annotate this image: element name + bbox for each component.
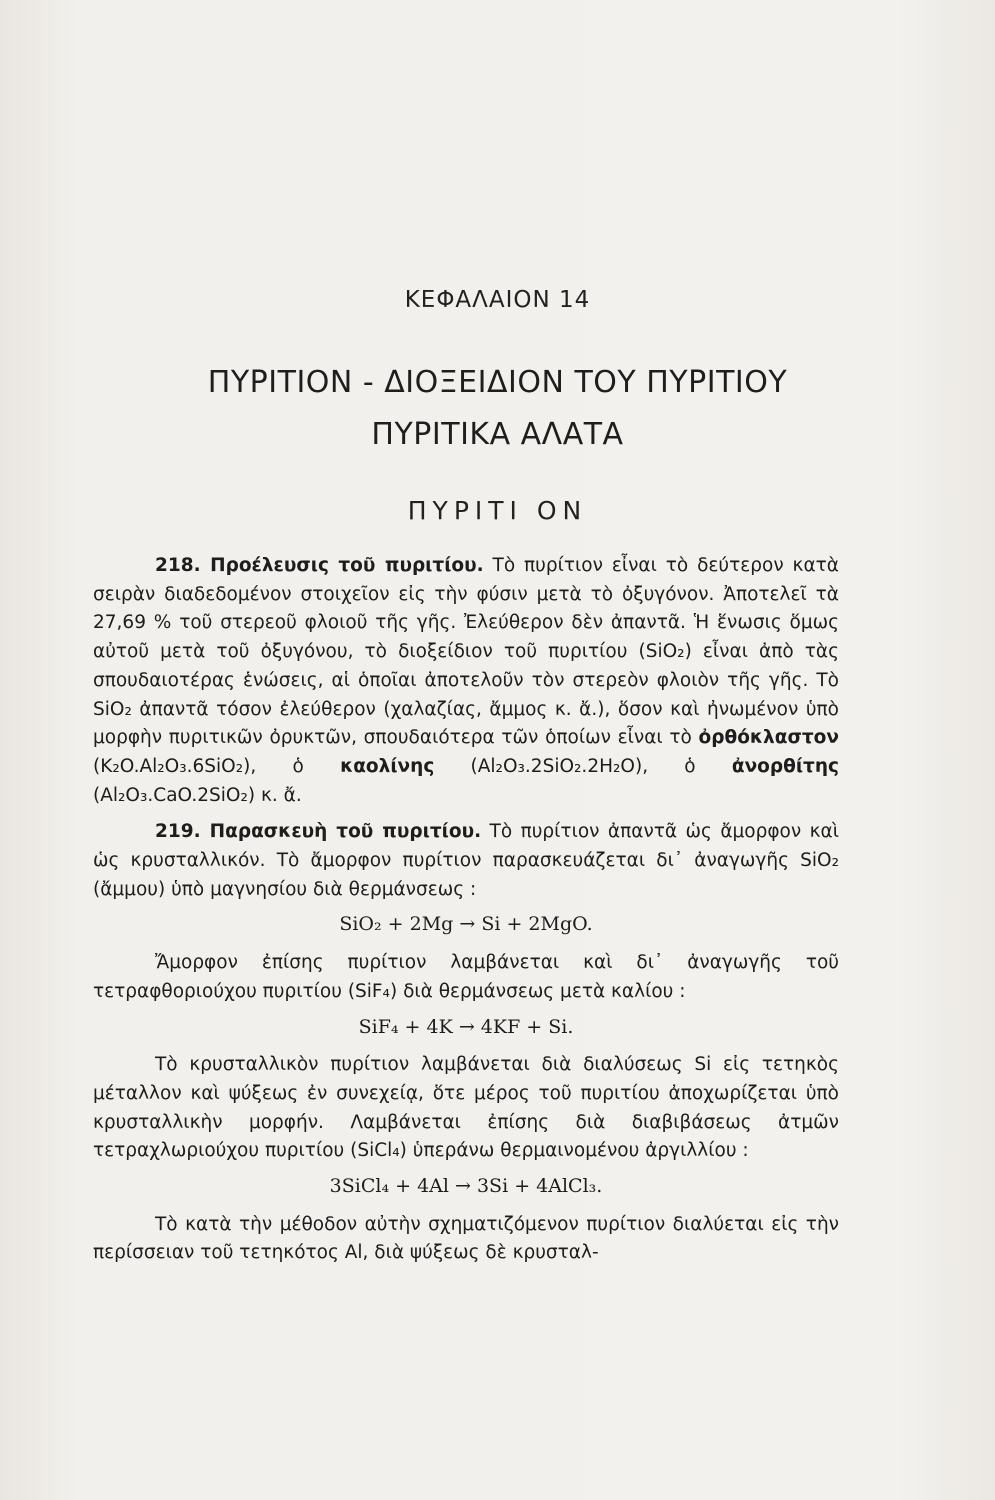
formula-anorthite: (Al₂O₃.CaO.2SiO₂) κ. ἄ. bbox=[93, 784, 302, 806]
paragraph-218-text: Τὸ πυρίτιον εἶναι τὸ δεύτερον κατὰ σειρὰν διαδεδομένον στοιχεῖον εἰς τὴν φύσιν μετὰ τὸ ὀξυγόνον. Ἀποτελεῖ τὰ 27,69 % τοῦ στερεοῦ φλοιοῦ τῆς γῆς. Ἐλεύθερον δὲν ἀπαντᾶ. Ἡ ἕνωσις ὅμως αὐτοῦ μετὰ τοῦ ὀξυγόνου, τὸ διοξείδιον τοῦ πυριτίου (SiO₂) εἶναι ἀπὸ τὰς σπουδαιοτέρας ἑνώσεις, αἱ ὁποῖαι ἀποτελοῦν τὸν στερεὸν φλοιὸν τῆς γῆς. Τὸ SiO₂ ἀπαντᾶ τόσον ἐλεύθερον (χαλαζίας, ἄμμος κ. ἄ.), ὅσον καὶ ἠνωμένον ὑπὸ μορφὴν πυριτικῶν ὀρυκτῶν, σπουδαιότερα τῶν ὁποίων εἶναι τὸ bbox=[93, 555, 839, 749]
chapter-title-line2: ΠΥΡΙΤΙΚΑ ΑΛΑΤΑ bbox=[371, 417, 624, 452]
equation-2: SiF₄ + 4K → 4KF + Si. bbox=[358, 1015, 574, 1038]
formula-kaolinite: (Al₂O₃.2SiO₂.2H₂O), ὁ bbox=[434, 755, 732, 777]
paragraph-218-heading: 218. Προέλευσις τοῦ πυριτίου. bbox=[155, 555, 484, 576]
formula-orthoclase: (K₂O.Al₂O₃.6SiO₂), ὁ bbox=[93, 755, 341, 777]
chapter-heading: ΚΕΦΑΛΑΙΟΝ 14 bbox=[404, 287, 591, 313]
paragraph-219-d: Τὸ κατὰ τὴν μέθοδον αὐτὴν σχηματιζόμενον πυρίτιον διαλύεται εἰς τὴν περίσσειαν τοῦ τετηκότος Al, διὰ ψύξεως δὲ κρυσταλ- bbox=[93, 1213, 839, 1264]
term-orthoclase: ὀρθόκλαστον bbox=[698, 727, 839, 749]
paragraph-219-c: Τὸ κρυσταλλικὸν πυρίτιον λαμβάνεται διὰ διαλύσεως Si εἰς τετηκὸς μέταλλον καὶ ψύξεως ἐν συνεχείᾳ, ὅτε μέρος τοῦ πυριτίου ἀποχωρίζεται ὑπὸ κρυσταλλικὴν μορφήν. Λαμβάνεται ἐπίσης διὰ διαβιβάσεως ἀτμῶν τετραχλωριούχου πυριτίου (SiCl₄) ὑπεράνω θερμαινομένου ἀργιλλίου : bbox=[93, 1054, 839, 1162]
term-kaolinite: καολίνης bbox=[340, 755, 435, 777]
chapter-title-line1: ΠΥΡΙΤΙΟΝ - ΔΙΟΞΕΙΔΙΟΝ ΤΟΥ ΠΥΡΙΤΙΟΥ bbox=[207, 365, 788, 400]
term-anorthite: ἀνορθίτης bbox=[731, 755, 839, 777]
paragraph-219 bbox=[93, 818, 839, 904]
section-heading: ΠΥΡΙΤΙ ΟΝ bbox=[407, 496, 588, 525]
paragraph-219-heading: 219. Παρασκευὴ τοῦ πυριτίου. bbox=[155, 821, 482, 843]
paragraph-219-b: Ἄμορφον ἐπίσης πυρίτιον λαμβάνεται καὶ δι᾽ ἀναγωγῆς τοῦ τετραφθοριούχου πυριτίου (SiF₄) διὰ θερμάνσεως μετὰ καλίου : bbox=[93, 952, 839, 1002]
body-text bbox=[93, 552, 839, 1268]
paragraph-218 bbox=[93, 552, 839, 810]
equation-1: SiO₂ + 2Mg → Si + 2MgO. bbox=[339, 913, 593, 936]
paragraph-219-text: Τὸ πυρίτιον ἀπαντᾶ ὡς ἄμορφον καὶ ὡς κρυσταλλικόν. Τὸ ἄμορφον πυρίτιον παρασκευάζεται δι᾽ ἀναγωγῆς SiO₂ (ἄμμου) ὑπὸ μαγνησίου διὰ θερμάνσεως : bbox=[93, 821, 839, 900]
equation-3: 3SiCl₄ + 4Al → 3Si + 4AlCl₃. bbox=[329, 1175, 603, 1198]
